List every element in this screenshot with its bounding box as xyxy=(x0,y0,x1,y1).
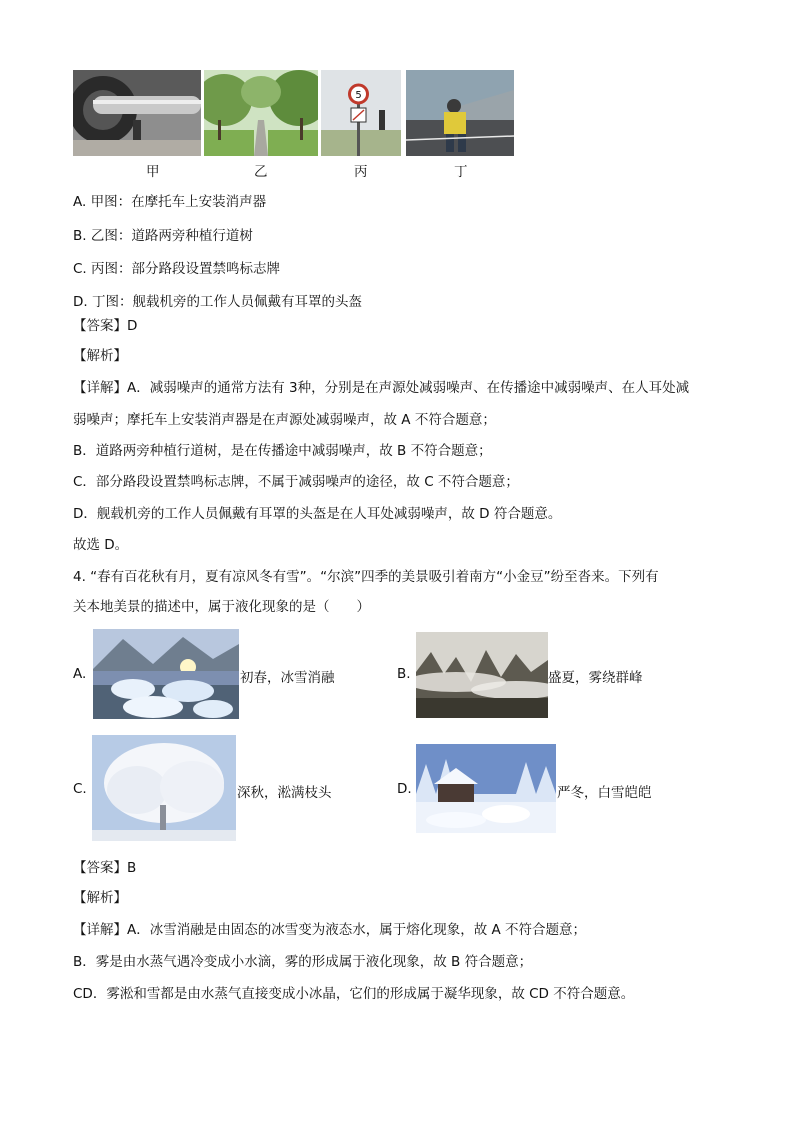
speed-sign-number: 5 xyxy=(355,90,362,101)
q4-option-d-label: D. xyxy=(397,781,412,797)
q4-question-line-1: 4. “春有百花秋有月，夏有凉风冬有雪”。“尔滨”四季的美景吸引着南方“小金豆”纷至沓来。下列有 xyxy=(73,569,659,585)
caption-yi: 乙 xyxy=(254,164,268,180)
q4-option-c-label: C. xyxy=(73,781,87,797)
photo-yi-tree-lined-road xyxy=(204,70,318,156)
caption-jia: 甲 xyxy=(146,164,160,180)
q4-option-d-text: 严冬，白雪皑皑 xyxy=(557,785,652,801)
q4-option-b-text: 盛夏，雾绕群峰 xyxy=(548,670,643,686)
q4-analysis-line-1: 【详解】A．冰雪消融是由固态的冰雪变为液态水，属于熔化现象，故 A 不符合题意； xyxy=(73,922,587,938)
q3-analysis-line-2: 弱噪声；摩托车上安装消声器是在声源处减弱噪声，故 A 不符合题意； xyxy=(73,412,496,428)
q4-option-c-text: 深秋，淞满枝头 xyxy=(237,785,332,801)
caption-bing: 丙 xyxy=(354,164,368,180)
photo-option-d-snow-cabin xyxy=(416,744,556,833)
q3-answer: 【答案】D xyxy=(73,318,138,334)
q4-option-b-label: B. xyxy=(397,666,411,682)
q4-option-a-text: 初春，冰雪消融 xyxy=(240,670,335,686)
q3-option-b: B. 乙图：道路两旁种植行道树 xyxy=(73,228,253,244)
q3-analysis-line-3: B．道路两旁种植行道树，是在传播途中减弱噪声，故 B 不符合题意； xyxy=(73,443,492,459)
photo-bing-no-honking-sign xyxy=(321,70,401,156)
photo-ding-carrier-deck-crew xyxy=(406,70,514,156)
q4-analysis-label: 【解析】 xyxy=(73,890,127,906)
photo-option-a-melting-ice xyxy=(93,629,239,719)
q3-analysis-line-4: C．部分路段设置禁鸣标志牌，不属于减弱噪声的途径，故 C 不符合题意； xyxy=(73,474,519,490)
q4-question-line-2: 关本地美景的描述中，属于液化现象的是（ ） xyxy=(73,599,370,615)
q3-option-c: C. 丙图：部分路段设置禁鸣标志牌 xyxy=(73,261,281,277)
q3-analysis-label: 【解析】 xyxy=(73,348,127,364)
q3-option-a: A. 甲图：在摩托车上安装消声器 xyxy=(73,194,267,210)
photo-jia-motorcycle-muffler xyxy=(73,70,201,156)
q4-option-a-label: A. xyxy=(73,666,87,682)
q3-analysis-line-6: 故选 D。 xyxy=(73,537,129,553)
q4-answer: 【答案】B xyxy=(73,860,137,876)
q3-analysis-line-5: D．舰载机旁的工作人员佩戴有耳罩的头盔是在人耳处减弱噪声，故 D 符合题意。 xyxy=(73,506,562,522)
q3-option-d: D. 丁图：舰载机旁的工作人员佩戴有耳罩的头盔 xyxy=(73,294,362,310)
caption-ding: 丁 xyxy=(454,164,468,180)
q4-analysis-line-3: CD．雾淞和雪都是由水蒸气直接变成小冰晶，它们的形成属于凝华现象，故 CD 不符合题意。 xyxy=(73,986,635,1002)
photo-option-c-rime-tree xyxy=(92,735,236,841)
q4-analysis-line-2: B．雾是由水蒸气遇冷变成小水滴，雾的形成属于液化现象，故 B 符合题意； xyxy=(73,954,533,970)
photo-option-b-fog-peaks xyxy=(416,632,548,718)
q3-analysis-line-1: 【详解】A．减弱噪声的通常方法有 3种，分别是在声源处减弱噪声、在传播途中减弱噪声、在人耳处减 xyxy=(73,380,690,396)
